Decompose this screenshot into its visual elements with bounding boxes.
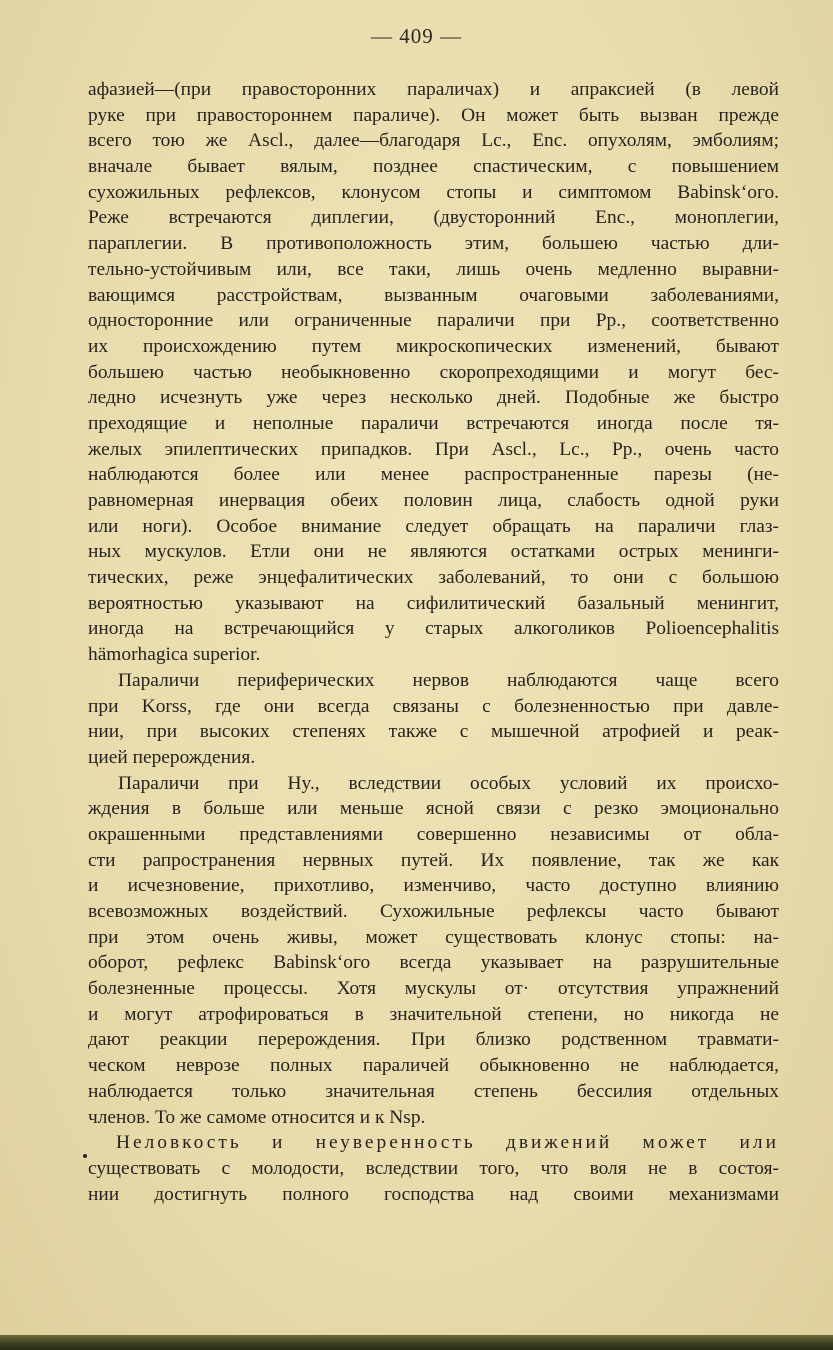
text-line: сти рапространения нервных путей. Их появление, так же как <box>88 849 779 871</box>
text-line: всевозможных воздействий. Сухожильные рефлексы часто бывают <box>88 901 779 922</box>
text-line: их происхождению путем микроскопических изменений, бывают <box>88 335 779 357</box>
text-line: и могут атрофироваться в значительной степени, но никогда не <box>88 1003 779 1025</box>
text-line: окрашенными представлениями совершенно независимы от обла- <box>88 823 779 845</box>
paragraph-start-line: Параличи при Hy., вследствии особых условий их происхо- <box>118 772 779 794</box>
text-line: вначале бывает вялым, позднее спастическим, с повышением <box>88 156 779 178</box>
text-line: оборот, рефлекс Babinsk‘ого всегда указывает на разрушительные <box>88 952 779 974</box>
paragraph-start-line: Параличи периферических нервов наблюдаются чаще всего <box>118 669 779 691</box>
text-line: ждения в больше или меньше ясной связи с резко эмоционально <box>88 798 779 820</box>
text-line: дают реакции перерождения. При близко родственном травмати- <box>88 1029 779 1051</box>
text-line: всего тою же Ascl., далее—благодаря Lc., Enc. опухолям, эмболиям; <box>88 130 779 152</box>
text-line: руке при правостороннем параличе). Он может быть вызван прежде <box>88 104 779 126</box>
text-line: вероятностью указывают на сифилитический базальный менингит, <box>88 592 779 614</box>
text-line: Реже встречаются диплегии, (двусторонний Enc., моноплегии, <box>88 207 779 229</box>
paragraph-start-line: Неловкость и неуверенность движений может или <box>116 1132 779 1154</box>
text-line: при этом очень живы, может существовать клонус стопы: на- <box>88 926 779 948</box>
text-line: при Korss, где они всегда связаны с болезненностью при давле- <box>88 695 779 717</box>
text-line: параплегии. В противоположность этим, большею частью дли- <box>88 233 779 255</box>
text-line: вающимся расстройствам, вызванным очаговыми заболеваниями, <box>88 284 779 306</box>
text-line: болезненные процессы. Хотя мускулы от· отсутствия упражнений <box>88 978 779 1000</box>
text-line: ледно исчезнуть уже через несколько дней. Подобные же быстро <box>88 387 779 409</box>
text-line: преходящие и неполные параличи встречаются иногда после тя- <box>88 412 779 434</box>
text-line: тельно-устойчивым или, все таки, лишь очень медленно выравни- <box>88 258 779 280</box>
paragraph-end-line: цией перерождения. <box>88 746 256 768</box>
text-line: большею частью необыкновенно скоропреходящими и могут бес- <box>88 361 779 383</box>
text-line: или ноги). Особое внимание следует обращать на параличи глаз- <box>88 515 779 537</box>
text-line: ных мускулов. Етли они не являются остатками острых менинги- <box>88 541 779 563</box>
text-line: нии достигнуть полного господства над своими механизмами <box>88 1183 779 1205</box>
text-line: существовать с молодости, вследствии того, что воля не в состоя- <box>88 1157 779 1179</box>
page-number: — 409 — <box>371 24 462 48</box>
text-line: односторонние или ограниченные параличи при Pp., соответственно <box>88 310 779 332</box>
margin-mark <box>83 1154 87 1158</box>
text-line: наблюдаются более или менее распространенные парезы (не- <box>88 464 779 486</box>
text-line: иногда на встречающийся у старых алкоголиков Polioencephalitis <box>88 618 779 640</box>
paragraph-end-line: членов. То же самоме относится и к Nsp. <box>88 1106 426 1128</box>
text-line: наблюдается только значительная степень бессилия отдельных <box>88 1080 779 1102</box>
text-line: сухожильных рефлексов, клонусом стопы и симптомом Babinsk‘ого. <box>88 181 779 203</box>
text-line: нии, при высоких степенях также с мышечной атрофией и реак- <box>88 721 779 743</box>
text-line: желых эпилептических припадков. При Ascl., Lc., Pp., очень часто <box>88 438 779 460</box>
text-line: равномерная инервация обеих половин лица, слабость одной руки <box>88 490 779 511</box>
text-line: ческом неврозе полных параличей обыкновенно не наблюдается, <box>88 1055 779 1077</box>
body-text <box>88 77 779 1207</box>
text-line: и исчезновение, прихотливо, изменчиво, часто доступно влиянию <box>88 875 779 897</box>
text-line: тических, реже энцефалитических заболеваний, то они с большою <box>88 567 779 589</box>
scan-bottom-edge <box>0 1335 833 1350</box>
paragraph-end-line: hämorhagica superior. <box>88 644 261 666</box>
text-line: афазией—(при правосторонних параличах) и апраксией (в левой <box>88 79 779 100</box>
